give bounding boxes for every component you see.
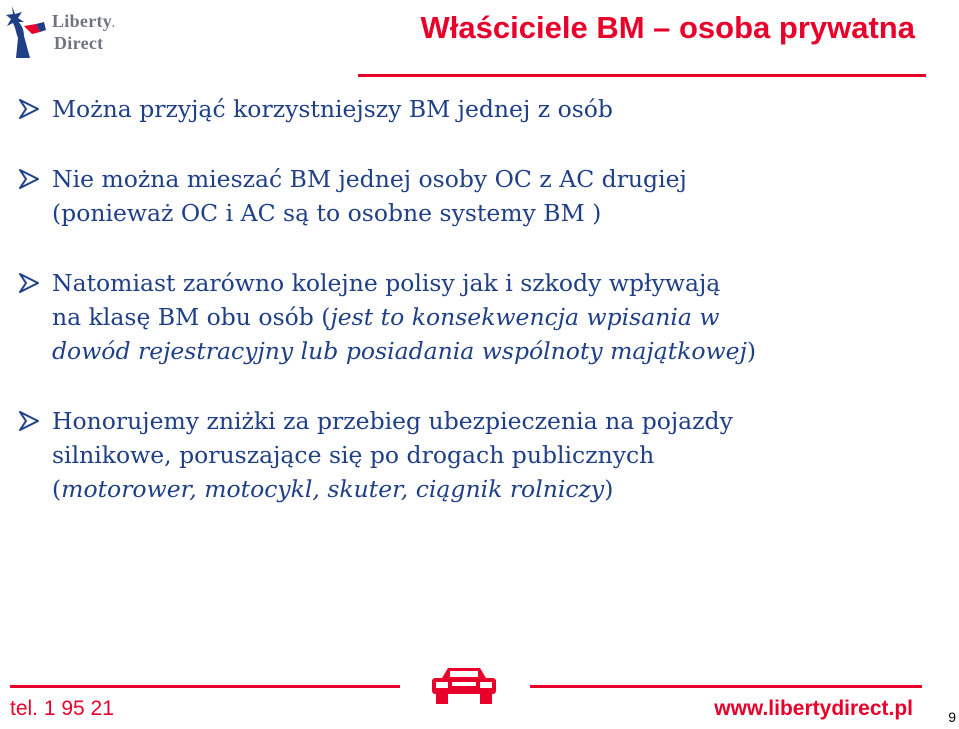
car-icon [428,664,500,708]
text-run: silnikowe, poruszające się po drogach publicznych [52,441,655,469]
footer-rule-right [530,685,922,688]
logo-line-2: Direct [54,33,104,53]
logo-line-1: Liberty [52,11,113,31]
bullet-text [52,162,918,230]
italic-text-run: jest to konsekwencja wpisania w [330,303,720,331]
bullet-line [52,162,918,196]
bullet-line [52,404,918,438]
bullet-line [52,334,918,368]
footer-rule-left [10,685,400,688]
text-run: (ponieważ OC i AC są to osobne systemy BM ) [52,199,602,227]
bullet-line [52,438,918,472]
bullet-text [52,404,918,506]
text-run: Natomiast zarówno kolejne polisy jak i szkody wpływają [52,269,721,297]
footer-website-link[interactable]: www.libertydirect.pl [714,697,913,720]
text-run: Honorujemy zniżki za przebieg ubezpieczenia na pojazdy [52,407,733,435]
text-run: ( [52,475,62,503]
text-run: ) [604,475,614,503]
bullet-item [18,162,918,230]
statue-of-liberty-icon [6,4,50,60]
bullet-line [52,92,918,126]
text-run: ) [746,337,757,365]
title-underline [358,74,926,77]
logo-wordmark: Liberty. Direct [52,11,115,53]
italic-text-run: motorower, motocykl, skuter, ciągnik rolniczy [61,475,605,503]
arrowhead-bullet-icon [18,404,42,438]
bullet-line [52,472,918,506]
bullet-text [52,92,918,126]
page-number: 9 [948,709,956,725]
footer-phone: tel. 1 95 21 [10,697,114,720]
italic-text-run: dowód rejestracyjny lub posiadania wspólnoty majątkowej [52,337,747,365]
bullet-item [18,404,918,506]
bullet-line [52,300,918,334]
bullet-list [18,92,918,542]
bullet-item [18,266,918,368]
arrowhead-bullet-icon [18,92,42,126]
arrowhead-bullet-icon [18,162,42,196]
text-run: Można przyjąć korzystniejszy BM jednej z osób [52,95,613,123]
text-run: na klasę BM obu osób ( [52,303,331,331]
bullet-line [52,266,918,300]
arrowhead-bullet-icon [18,266,42,300]
logo [6,4,126,60]
bullet-item [18,92,918,126]
page-title: Właściciele BM – osoba prywatna [420,10,915,45]
bullet-text [52,266,918,368]
bullet-line [52,196,918,230]
text-run: Nie można mieszać BM jednej osoby OC z AC drugiej [52,165,687,193]
